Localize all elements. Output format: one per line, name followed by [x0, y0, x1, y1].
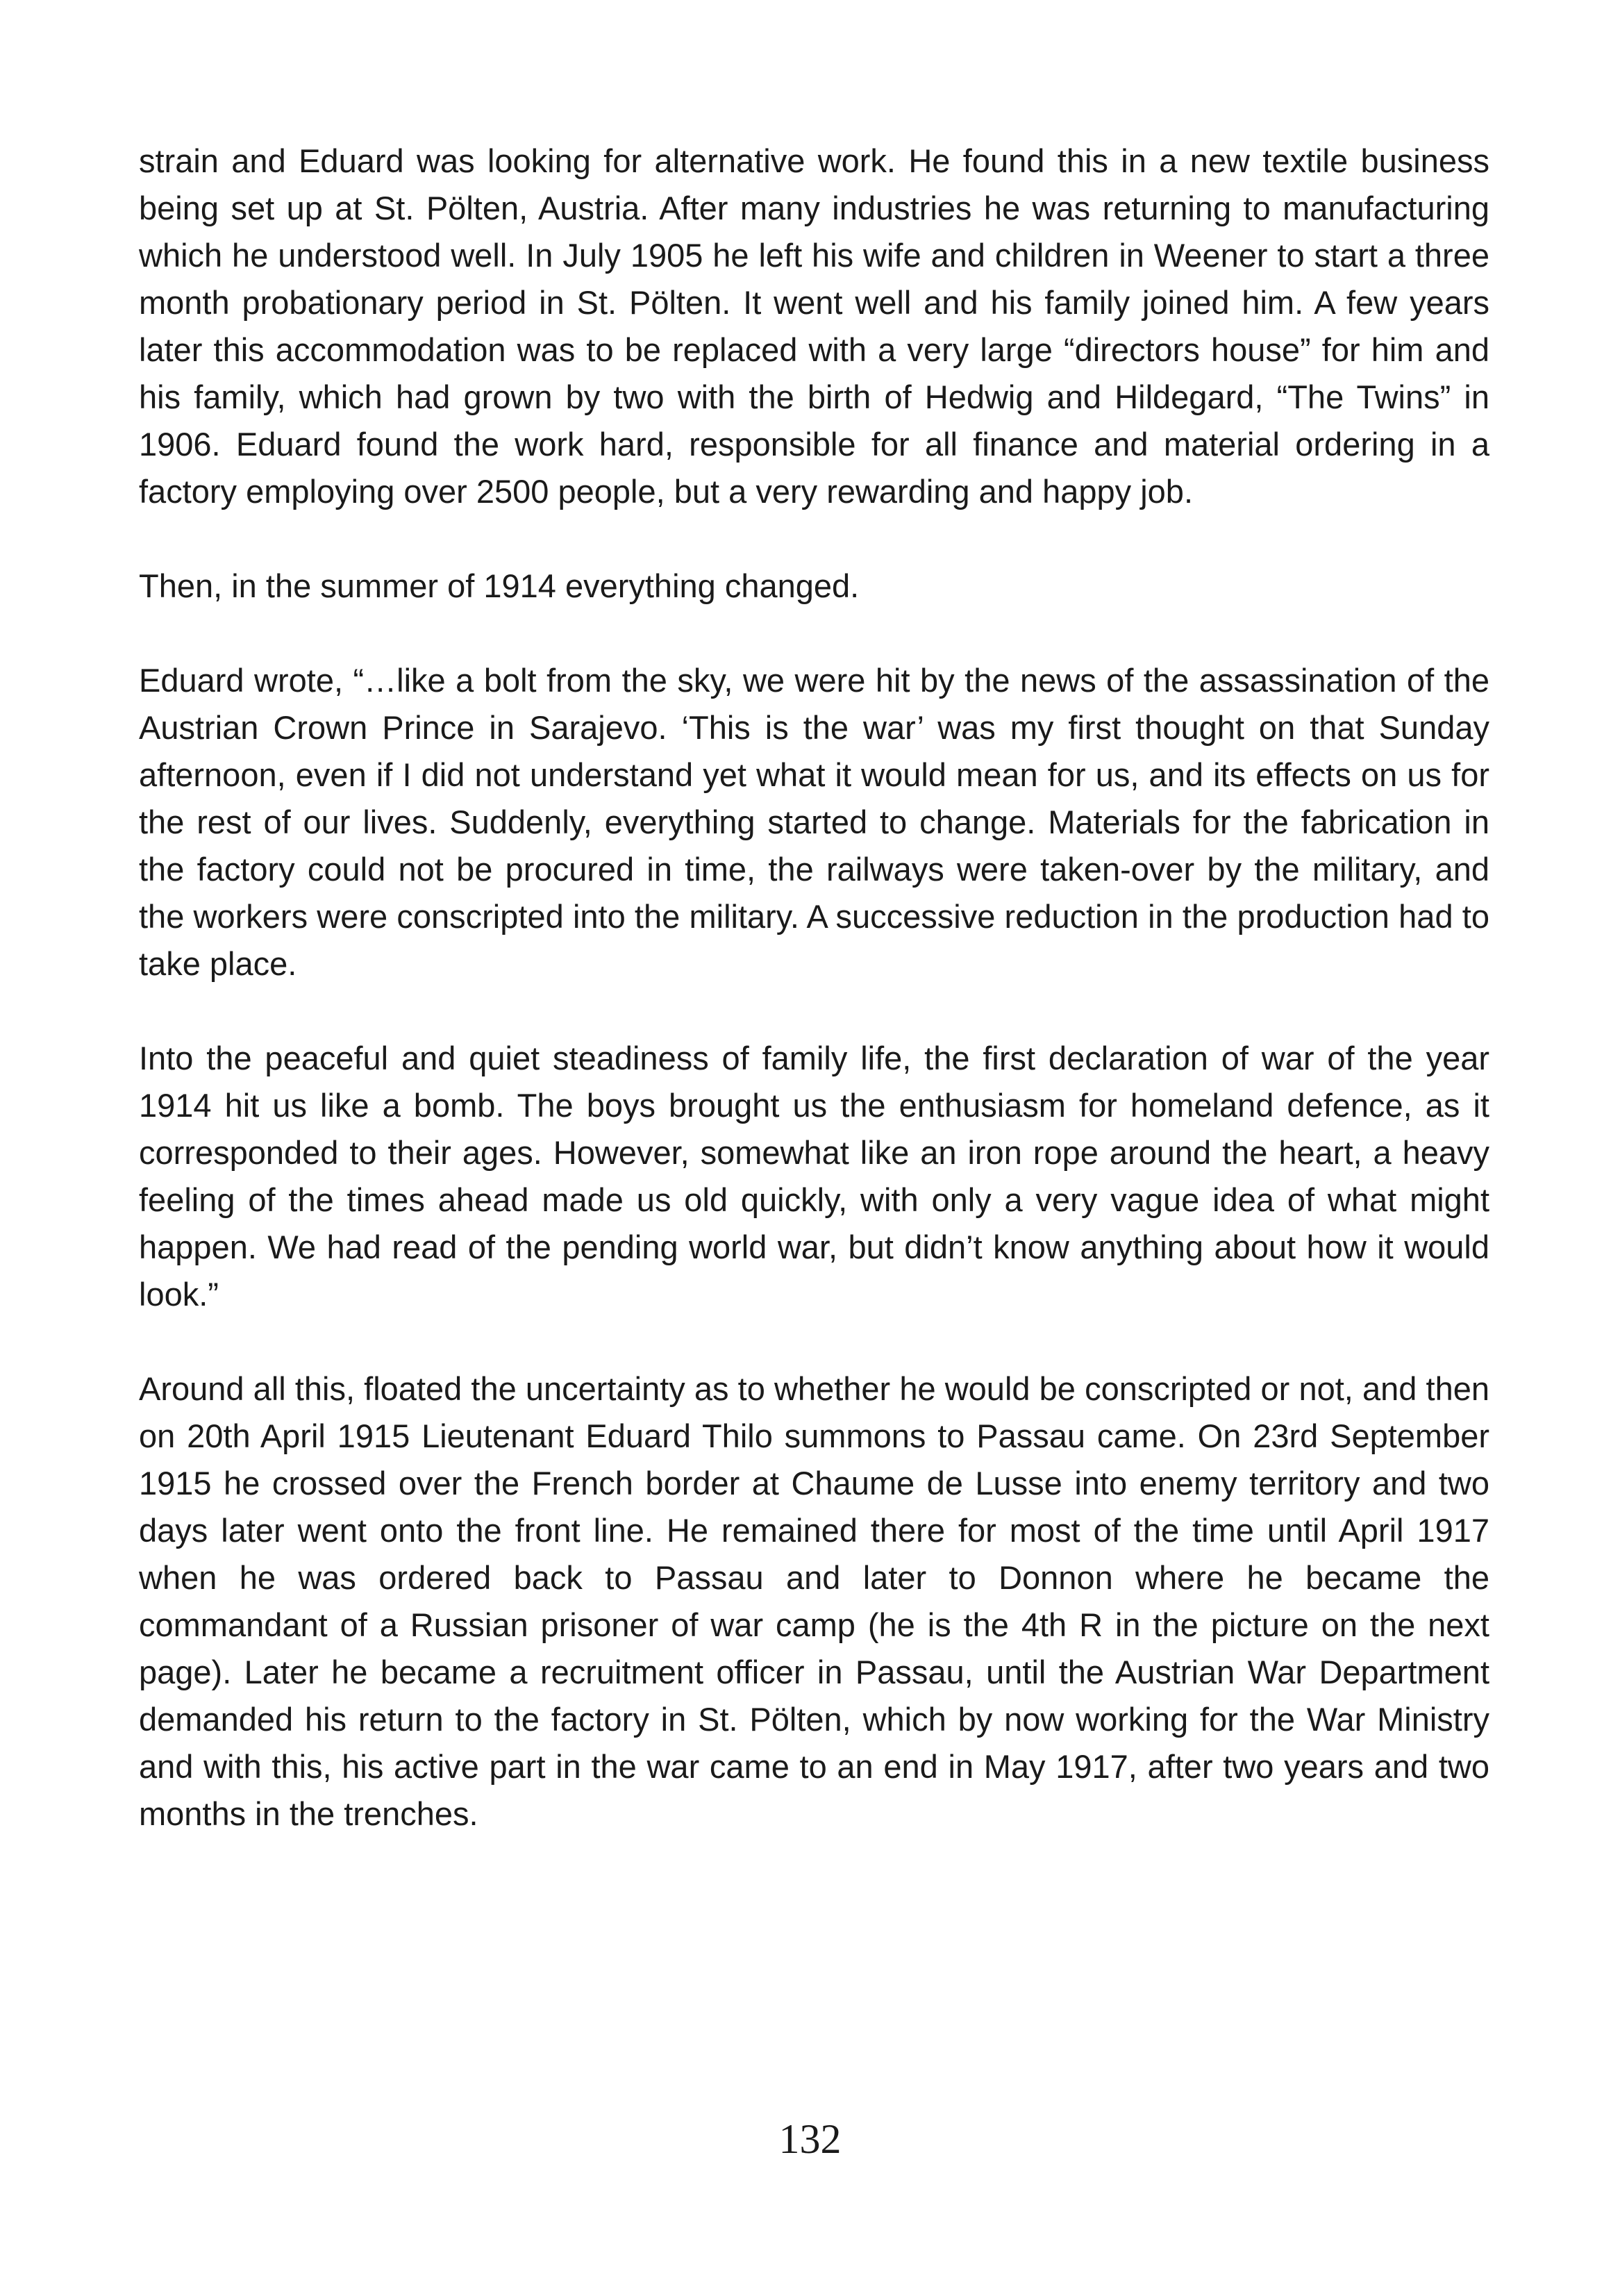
page-number: 132	[778, 2116, 842, 2162]
paragraph: Then, in the summer of 1914 everything changed.	[139, 567, 860, 604]
paragraph: Into the peaceful and quiet steadiness of family life, the first declaration of war of the year 1914 hit us like a bomb. The boys brought us the enthusiasm for homeland defence, as it corresponded to their ages. However, somewhat like an iron rope around the heart, a heavy feeling of the times ahead made us old quickly, with only a very vague idea of what might happen. We had read of the pending world war, but didn’t know anything about how it would look.”	[139, 1040, 1489, 1313]
paragraph: strain and Eduard was looking for alternative work. He found this in a new textile business being set up at St. Pölten, Austria. After many industries he was returning to manufacturing which he understood well. In July 1905 he left his wife and children in Weener to start a three month probationary period in St. Pölten. It went well and his family joined him. A few years later this accommodation was to be replaced with a very large “directors house” for him and his family, which had grown by two with the birth of Hedwig and Hildegard, “The Twins” in 1906. Eduard found the work hard, responsible for all finance and material ordering in a factory employing over 2500 people, but a very rewarding and happy job.	[139, 142, 1489, 510]
paragraph: Around all this, floated the uncertainty as to whether he would be conscripted or not, and then on 20th April 1915 Lieutenant Eduard Thilo summons to Passau came. On 23rd September 1915 he crossed over the French border at Chaume de Lusse into enemy territory and two days later went onto the front line. He remained there for most of the time until April 1917 when he was ordered back to Passau and later to Donnon where he became the commandant of a Russian prisoner of war camp (he is the 4th R in the picture on the next page). Later he became a recruitment officer in Passau, until the Austrian War Department demanded his return to the factory in St. Pölten, which by now working for the War Ministry and with this, his active part in the war came to an end in May 1917, after two years and two months in the trenches.	[139, 1370, 1489, 1832]
body-text	[139, 138, 1489, 1838]
paragraph: Eduard wrote, “…like a bolt from the sky, we were hit by the news of the assassination of the Austrian Crown Prince in Sarajevo. ‘This is the war’ was my first thought on that Sunday afternoon, even if I did not understand yet what it would mean for us, and its effects on us for the rest of our lives. Suddenly, everything started to change. Materials for the fabrication in the factory could not be procured in time, the railways were taken-over by the military, and the workers were conscripted into the military. A successive reduction in the production had to take place.	[139, 662, 1489, 982]
